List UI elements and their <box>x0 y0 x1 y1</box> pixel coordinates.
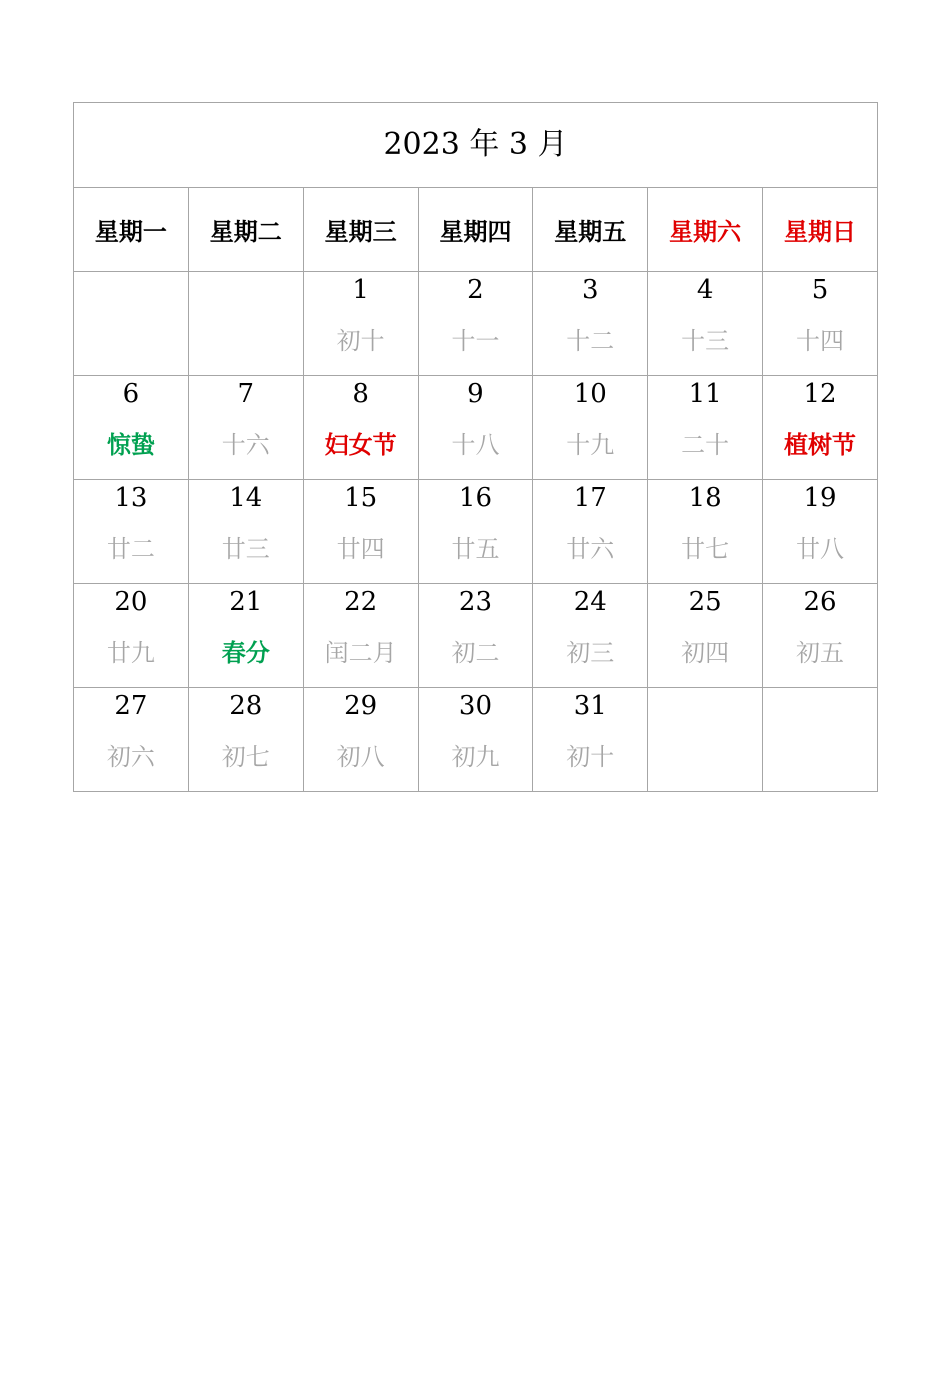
lunar-date: 十二 <box>566 327 615 355</box>
day-number: 18 <box>688 483 722 513</box>
day-number <box>189 274 303 306</box>
day-cell <box>533 376 648 480</box>
day-cell <box>648 376 763 480</box>
day-cell <box>533 688 648 792</box>
lunar-date: 十六 <box>221 431 270 459</box>
day-cell <box>418 376 533 480</box>
day-cell <box>74 688 189 792</box>
day-cell <box>303 688 418 792</box>
day-number: 3 <box>582 275 599 305</box>
lunar-date: 十八 <box>451 431 500 459</box>
empty-day-cell <box>188 272 303 376</box>
day-number: 19 <box>803 483 837 513</box>
day-cell <box>303 480 418 584</box>
empty-day-cell <box>648 688 763 792</box>
day-number: 6 <box>122 379 140 409</box>
day-number: 12 <box>803 379 837 409</box>
day-number: 21 <box>229 587 263 617</box>
day-number: 26 <box>803 587 837 617</box>
solar-term-label: 惊蛰 <box>106 430 155 459</box>
day-cell <box>533 584 648 688</box>
day-cell <box>763 480 878 584</box>
lunar-date: 初八 <box>336 743 385 771</box>
weekday-header-mon: 星期一 <box>74 188 189 272</box>
day-number: 7 <box>237 379 255 409</box>
day-number: 30 <box>458 691 492 721</box>
calendar-title: 2023 年 3 月 <box>383 127 568 162</box>
empty-day-cell <box>74 272 189 376</box>
lunar-date <box>763 742 877 772</box>
day-cell <box>648 584 763 688</box>
week-row <box>74 272 878 376</box>
day-number: 25 <box>688 587 722 617</box>
lunar-date: 闰二月 <box>324 639 397 667</box>
lunar-date: 廿七 <box>681 535 730 563</box>
day-number: 22 <box>344 587 378 617</box>
lunar-date: 十三 <box>681 327 730 355</box>
day-number: 14 <box>229 483 263 513</box>
lunar-date: 初四 <box>681 639 730 667</box>
calendar-weeks <box>74 272 878 792</box>
day-number: 27 <box>114 691 148 721</box>
empty-day-cell <box>763 688 878 792</box>
week-row <box>74 688 878 792</box>
day-cell <box>188 688 303 792</box>
day-cell <box>418 480 533 584</box>
day-cell <box>74 376 189 480</box>
weekday-header-fri: 星期五 <box>533 188 648 272</box>
day-number <box>763 690 877 722</box>
weekday-header-sun: 星期日 <box>763 188 878 272</box>
day-cell <box>303 376 418 480</box>
lunar-date: 初十 <box>566 743 615 771</box>
day-cell <box>533 480 648 584</box>
lunar-date: 初二 <box>451 639 500 667</box>
day-cell <box>188 376 303 480</box>
day-number: 11 <box>688 379 722 409</box>
weekday-header-row <box>74 188 878 272</box>
holiday-label: 植树节 <box>784 430 857 459</box>
day-cell <box>763 376 878 480</box>
day-number: 8 <box>352 379 369 409</box>
day-cell <box>188 584 303 688</box>
day-cell <box>303 584 418 688</box>
day-number: 28 <box>229 691 263 721</box>
week-row <box>74 480 878 584</box>
day-cell <box>763 272 878 376</box>
month-calendar <box>73 102 878 792</box>
lunar-date <box>648 742 762 772</box>
lunar-date: 廿九 <box>106 639 155 667</box>
day-cell <box>533 272 648 376</box>
calendar-title-cell <box>74 103 878 188</box>
weekday-header-wed: 星期三 <box>303 188 418 272</box>
week-row <box>74 584 878 688</box>
day-cell <box>188 480 303 584</box>
week-row <box>74 376 878 480</box>
lunar-date: 初十 <box>336 327 385 355</box>
lunar-date <box>189 326 303 356</box>
day-cell <box>648 272 763 376</box>
day-number: 4 <box>696 275 714 305</box>
day-cell <box>303 272 418 376</box>
day-cell <box>74 584 189 688</box>
lunar-date: 初五 <box>796 639 845 667</box>
day-number: 29 <box>344 691 378 721</box>
lunar-date: 廿五 <box>451 535 500 563</box>
day-number: 1 <box>352 275 369 305</box>
day-number: 15 <box>344 483 378 513</box>
day-number: 24 <box>573 587 607 617</box>
lunar-date: 十一 <box>451 327 500 355</box>
day-number: 9 <box>467 379 484 409</box>
lunar-date: 廿二 <box>106 535 155 563</box>
weekday-header-tue: 星期二 <box>188 188 303 272</box>
weekday-header-thu: 星期四 <box>418 188 533 272</box>
lunar-date: 初九 <box>451 743 500 771</box>
day-number: 13 <box>114 483 148 513</box>
lunar-date: 廿六 <box>566 535 615 563</box>
day-number: 20 <box>114 587 148 617</box>
day-number: 16 <box>458 483 492 513</box>
lunar-date: 初六 <box>106 743 155 771</box>
holiday-label: 妇女节 <box>324 430 397 459</box>
day-number: 17 <box>573 483 607 513</box>
day-cell <box>648 480 763 584</box>
day-cell <box>418 688 533 792</box>
solar-term-label: 春分 <box>221 638 270 667</box>
lunar-date: 十九 <box>566 431 615 459</box>
lunar-date: 初三 <box>566 639 615 667</box>
day-number <box>648 690 762 722</box>
lunar-date <box>74 326 188 356</box>
day-number: 5 <box>811 275 829 305</box>
lunar-date: 十四 <box>796 327 845 355</box>
day-number: 2 <box>467 275 484 305</box>
lunar-date: 廿八 <box>796 535 845 563</box>
day-number <box>74 274 188 306</box>
day-cell <box>763 584 878 688</box>
day-number: 23 <box>458 587 492 617</box>
day-number: 31 <box>573 691 607 721</box>
lunar-date: 廿三 <box>221 535 270 563</box>
weekday-header-sat: 星期六 <box>648 188 763 272</box>
lunar-date: 初七 <box>221 743 270 771</box>
lunar-date: 廿四 <box>336 535 385 563</box>
day-cell <box>74 480 189 584</box>
day-number: 10 <box>573 379 607 409</box>
lunar-date: 二十 <box>681 431 730 459</box>
day-cell <box>418 584 533 688</box>
day-cell <box>418 272 533 376</box>
